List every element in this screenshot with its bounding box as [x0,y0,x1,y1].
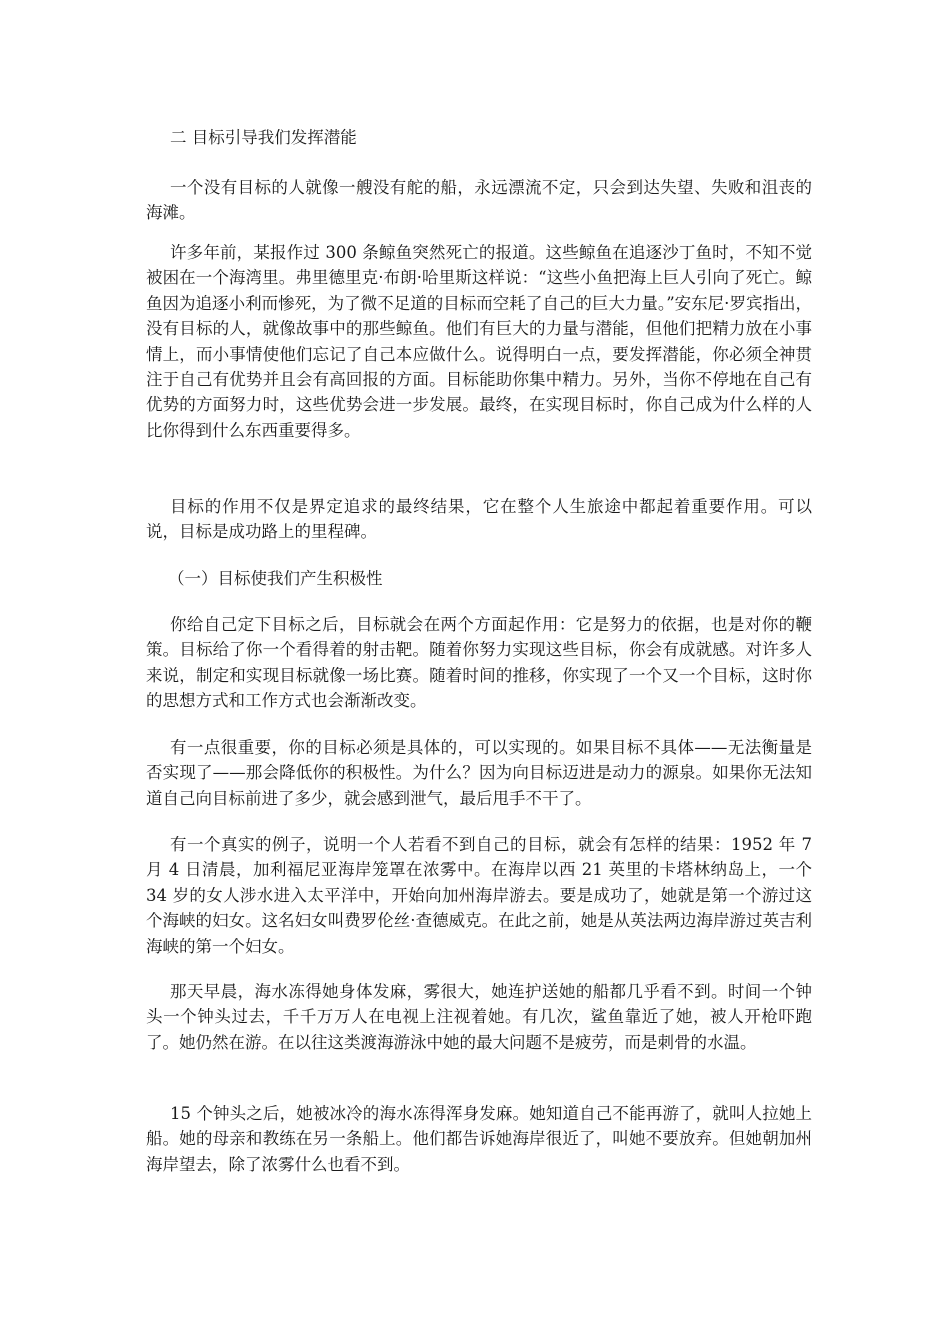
paragraph-1: 一个没有目标的人就像一艘没有舵的船，永远漂流不定，只会到达失望、失败和沮丧的海滩。 [146,178,812,223]
subsection-paragraph-2: 有一点很重要，你的目标必须是具体的，可以实现的。如果目标不具体——无法衡量是否实现了——那会降低你的积极性。为什么？因为向目标迈进是动力的源泉。如果你无法知道自己向目标前进了多少，就会感到泄气，最后甩手不干了。 [146,738,812,808]
subsection-paragraph-3: 有一个真实的例子，说明一个人若看不到自己的目标，就会有怎样的结果：1952 年 7 月 4 日清晨，加利福尼亚海岸笼罩在浓雾中。在海岸以西 21 英里的卡塔林纳岛上，一个 34 岁的女人涉水进入太平洋中，开始向加州海岸游去。要是成功了，她就是第一个游过这个海峡的妇女。这名妇女叫费罗伦丝·查德威克。在此之前，她是从英法两边海岸游过英吉利海峡的第一个妇女。 [146,835,812,956]
subsection-paragraph-5: 15 个钟头之后，她被冰冷的海水冻得浑身发麻。她知道自己不能再游了，就叫人拉她上船。她的母亲和教练在另一条船上。他们都告诉她海岸很近了，叫她不要放弃。但她朝加州海岸望去，除了浓雾什么也看不到。 [146,1104,812,1174]
subsection-paragraph-4: 那天早晨，海水冻得她身体发麻，雾很大，她连护送她的船都几乎看不到。时间一个钟头一个钟头过去，千千万万人在电视上注视着她。有几次，鲨鱼靠近了她，被人开枪吓跑了。她仍然在游。在以往这类渡海游泳中她的最大问题不是疲劳，而是刺骨的水温。 [146,982,812,1052]
paragraph-3: 目标的作用不仅是界定追求的最终结果，它在整个人生旅途中都起着重要作用。可以说，目标是成功路上的里程碑。 [146,497,812,542]
subsection-title: （一）目标使我们产生积极性 [168,569,383,588]
subsection-paragraph-1: 你给自己定下目标之后，目标就会在两个方面起作用：它是努力的依据，也是对你的鞭策。目标给了你一个看得着的射击靶。随着你努力实现这些目标，你会有成就感。对许多人来说，制定和实现目标就像一场比赛。随着时间的推移，你实现了一个又一个目标，这时你的思想方式和工作方式也会渐渐改变。 [146,615,812,711]
paragraph-2: 许多年前，某报作过 300 条鲸鱼突然死亡的报道。这些鲸鱼在追逐沙丁鱼时，不知不觉被困在一个海湾里。弗里德里克·布朗·哈里斯这样说：“这些小鱼把海上巨人引向了死亡。鲸鱼因为追逐小利而惨死，为了微不足道的目标而空耗了自己的巨大力量。”安东尼·罗宾指出，没有目标的人，就像故事中的那些鲸鱼。他们有巨大的力量与潜能，但他们把精力放在小事情上，而小事情使他们忘记了自己本应做什么。说得明白一点，要发挥潜能，你必须全神贯注于自己有优势并且会有高回报的方面。目标能助你集中精力。另外，当你不停地在自己有优势的方面努力时，这些优势会进一步发展。最终，在实现目标时，你自己成为什么样的人比你得到什么东西重要得多。 [146,243,812,440]
section-title: 二 目标引导我们发挥潜能 [170,128,357,147]
